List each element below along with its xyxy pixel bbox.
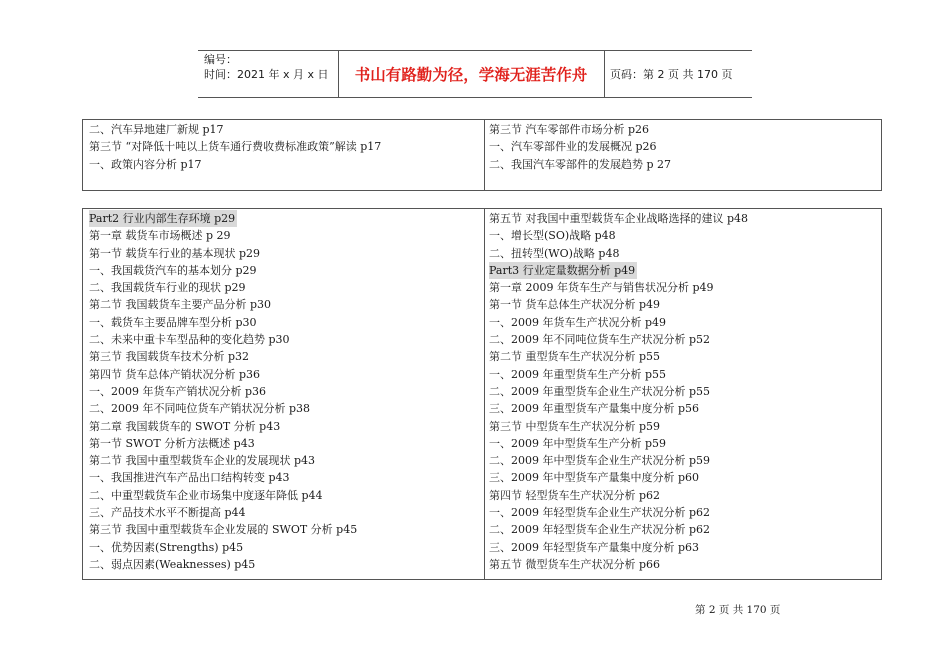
toc-line: 二、2009 年不同吨位货车产销状况分析 p38 <box>89 402 311 416</box>
toc-line: 第二节 我国中重型载货车企业的发展现状 p43 <box>89 454 316 468</box>
toc-line: 一、政策内容分析 p17 <box>89 157 202 171</box>
toc-line: 二、未来中重卡车型品种的变化趋势 p30 <box>89 333 290 347</box>
toc-line: 一、2009 年轻型货车企业生产状况分析 p62 <box>489 506 711 520</box>
number-label: 编号： <box>204 53 237 66</box>
toc-line: 二、中重型载货车企业市场集中度逐年降低 p44 <box>89 488 323 502</box>
toc-line: 一、我国载货汽车的基本划分 p29 <box>89 263 257 277</box>
toc-line: 二、汽车异地建厂新规 p17 <box>89 123 224 136</box>
toc-line: 一、2009 年货车产销状况分析 p36 <box>89 384 267 398</box>
column-divider <box>484 120 485 190</box>
toc-line: 第四节 货车总体产销状况分析 p36 <box>89 367 261 381</box>
toc-line: 一、2009 年中型货车生产分析 p59 <box>489 436 667 450</box>
toc-line: 第二节 我国载货车主要产品分析 p30 <box>89 298 272 312</box>
toc-line: 二、2009 年轻型货车企业生产状况分析 p62 <box>489 523 711 537</box>
part-heading: Part2 行业内部生存环境 p29 <box>89 210 237 227</box>
toc-line: 第三节 “对降低十吨以上货车通行费收费标准政策”解读 p17 <box>89 140 382 154</box>
toc-line: 第一节 载货车行业的基本现状 p29 <box>89 246 261 260</box>
toc-right-column <box>489 121 671 173</box>
page-info: 页码：第 2 页 共 170 页 <box>610 68 733 81</box>
toc-line: 第三节 汽车零部件市场分析 p26 <box>489 123 650 136</box>
toc-line: 第三节 中型货车生产状况分析 p59 <box>489 419 661 433</box>
toc-line: 第二章 我国载货车的 SWOT 分析 p43 <box>89 419 281 433</box>
toc-line: 一、2009 年货车生产状况分析 p49 <box>489 315 667 329</box>
toc-line: 三、产品技术水平不断提高 p44 <box>89 506 246 520</box>
header-divider <box>338 51 339 97</box>
toc-line: 三、2009 年轻型货车产量集中度分析 p63 <box>489 540 700 554</box>
toc-line: 第一节 货车总体生产状况分析 p49 <box>489 298 661 312</box>
column-divider <box>484 209 485 579</box>
toc-box-2 <box>82 208 882 580</box>
toc-line: 第三节 我国中重型载货车企业发展的 SWOT 分析 p45 <box>89 523 358 537</box>
page-footer: 第 2 页 共 170 页 <box>695 604 781 616</box>
toc-line: 第五节 微型货车生产状况分析 p66 <box>489 557 661 571</box>
toc-line: 二、扭转型(WO)战略 p48 <box>489 246 620 260</box>
toc-line: 第一章 2009 年货车生产与销售状况分析 p49 <box>489 281 714 295</box>
toc-line: 一、我国推进汽车产品出口结构转变 p43 <box>89 471 290 485</box>
toc-left-column <box>89 210 357 573</box>
motto: 书山有路勤为径，学海无涯苦作舟 <box>354 66 588 84</box>
toc-left-column <box>89 121 381 173</box>
header-divider <box>604 51 605 97</box>
toc-line: 二、2009 年中型货车企业生产状况分析 p59 <box>489 454 711 468</box>
toc-line: 第五节 对我国中重型载货车企业战略选择的建议 p48 <box>489 212 749 225</box>
toc-line: 二、2009 年重型货车企业生产状况分析 p55 <box>489 384 711 398</box>
toc-line: 二、弱点因素(Weaknesses) p45 <box>89 557 256 571</box>
toc-box-1 <box>82 119 882 191</box>
toc-line: 第三节 我国载货车技术分析 p32 <box>89 350 250 364</box>
toc-line: 三、2009 年中型货车产量集中度分析 p60 <box>489 471 700 485</box>
toc-line: 二、2009 年不同吨位货车生产状况分析 p52 <box>489 333 711 347</box>
part-heading: Part3 行业定量数据分析 p49 <box>489 262 637 279</box>
toc-line: 一、汽车零部件业的发展概况 p26 <box>489 140 657 154</box>
toc-line: 一、2009 年重型货车生产分析 p55 <box>489 367 667 381</box>
toc-line: 一、载货车主要品牌车型分析 p30 <box>89 315 257 329</box>
toc-line: 二、我国载货车行业的现状 p29 <box>89 281 246 295</box>
toc-line: 第一节 SWOT 分析方法概述 p43 <box>89 436 255 450</box>
date-line: 时间：2021 年 x 月 x 日 <box>204 68 329 81</box>
toc-line: 第二节 重型货车生产状况分析 p55 <box>489 350 661 364</box>
toc-line: 第四节 轻型货车生产状况分析 p62 <box>489 488 661 502</box>
page-header <box>198 50 752 98</box>
toc-right-column <box>489 210 748 573</box>
header-info <box>204 52 329 82</box>
toc-line: 一、增长型(SO)战略 p48 <box>489 229 616 243</box>
toc-line: 二、我国汽车零部件的发展趋势 p 27 <box>489 157 672 171</box>
toc-line: 三、2009 年重型货车产量集中度分析 p56 <box>489 402 700 416</box>
toc-line: 一、优势因素(Strengths) p45 <box>89 540 244 554</box>
toc-line: 第一章 载货车市场概述 p 29 <box>89 229 231 243</box>
